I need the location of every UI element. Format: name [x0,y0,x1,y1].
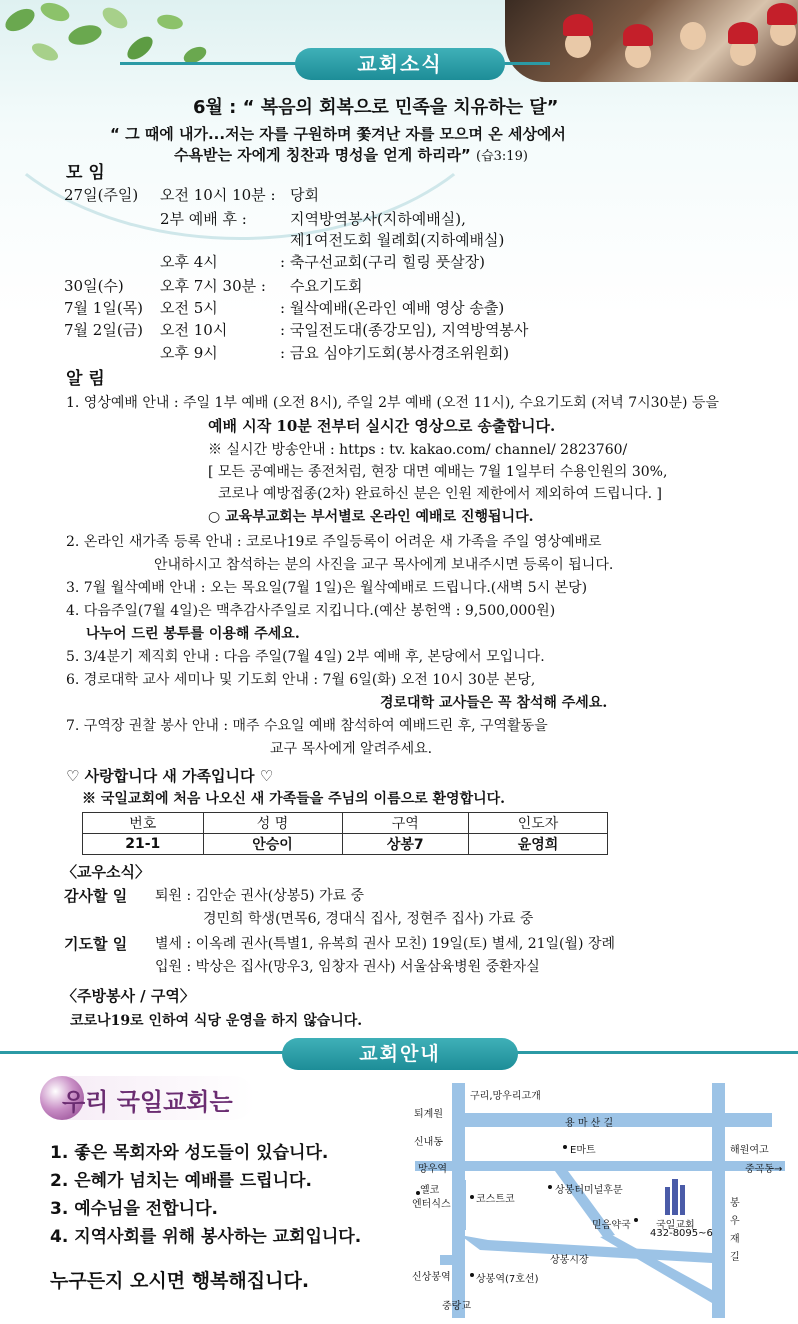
intro-title: 우리 국일교회는 [62,1088,233,1116]
church-guide-banner: 교회안내 [282,1038,518,1070]
thanks-line-2: 경민희 학생(면목6, 경대식 집사, 정현주 집사) 가료 중 [203,911,534,927]
prayer-label: 기도할 일 [64,935,128,953]
table-row: 21-1 안승이 상봉7 윤영희 [83,834,608,855]
church-news-banner: 교회소식 [295,48,505,80]
thanks-line-1: 퇴원 : 김안순 권사(상봉5) 가료 중 [155,888,365,904]
thanks-label: 감사할 일 [64,887,128,905]
leaves-decoration [0,0,230,80]
prayer-line-1: 별세 : 이옥례 권사(특별1, 유복희 권사 모친) 19일(토) 별세, 21일(월) 장례 [155,936,616,952]
prayer-line-2: 입원 : 박상은 집사(망우3, 임창자 권사) 서울삼육병원 중환자실 [155,959,540,975]
bulletin-page: 교회소식 6월 : “ 복음의 회복으로 민족을 치유하는 달” “ 그 때에 내가...저는 자를 구원하며 쫓겨난 자를 모으며 온 세상에서 수욕받는 자에게 칭찬과 명성을 얻게 하리라” (습3:19) 모 임 27일(주일) 오전 10시 10분 : 당회 2부 예배 후 : 지역방역봉사(지하예배실), 제1여전도회 월례회(지하예배실) 오후 4시 : 축구선교회(구리 힐링 풋살장) 30일(수) 오후 7시 30분 : 수요기도회 7월 1일(목) 오전 5시 : 월삭예배(온라인 예배 영상 송출) 7월 2일(금) 오전 10시 : 국일전도대(종강모임), 지역방역봉사 오후 9시 : 금요 심야기도회(봉사경조위원회) 알 림 1. 영상예배 안내 : 주일 1부 예배 (오전 8시), 주일 2부 예배 (오전 11시), 수요기도회 (저녁 7시30분) 등을 예배 시작 10분 전부터 실시간 영상으로 송출합니다. ※ 실시간 방송안내 : https : tv. kakao.com/ channel/ 2823760/ [ 모든 공예배는 종전처럼, 현장 대면 예배는 7월 1일부터 수용인원의 30%, 코로나 예방접종(2차) 완료하신 분은 인원 제한에서 제외하여 드립니다. ] ○ 교육부교회는 부서별로 온라인 예배로 진행됩니다. 2. 온라인 새가족 등록 안내 : 코로나19로 주일등록이 어려운 새 가족을 주일 영상예배로 안내하시고 참석하는 분의 사진을 교구 목사에게 보내주시면 등록이 됩니다. 3. 7월 월삭예배 안내 : 오는 목요일(7월 1일)은 월삭예배로 드립니다.(새벽 5시 본당) 4. 다음주일(7월 4일)은 맥추감사주일로 지킵니다.(예산 봉헌액 : 9,500,000원) 나누어 드린 봉투를 이용해 주세요. 5. 3/4분기 제직회 안내 : 다음 주일(7월 4일) 2부 예배 후, 본당에서 모입니다. 6. 경로대학 교사 세미나 및 기도회 안내 : 7월 6일(화) 오전 10시 30분 본당, 경로대학 교사들은 꼭 참석해 주세요. 7. 구역장 권찰 봉사 안내 : 매주 수요일 예배 참석하여 예배드린 후, 구역활동을 교구 목사에게 알려주세요. ♡ 사랑합니다 새 가족입니다 ♡ ※ 국일교회에 처음 나오신 새 가족들을 주님의 이름으로 환영합니다. 번호 성 명 구역 인도자 21-1 안승이 상봉7 윤영희 〈교우소식〉 감사할 일 퇴원 : 김안순 권사(상봉5) 가료 중 경민희 학생(면목6, 경대식 집사, 정현주 집사) 가료 중 기도할 일 별세 : 이옥례 권사(특별1, 유복희 권사 모친) 19일(토) 별세, 21일(월) 장례 입원 : 박상은 집사(망우3, 임창자 권사) 서울삼육병원 중환자실 〈주방봉사 / 구역〉 코로나19로 인하여 식당 운영을 하지 않습니다. 교회안내 우리 국일교회는 1. 좋은 목회자와 성도들이 있습니다. 2. 은혜가 넘치는 예배를 드립니다. 3. 예수님을 전합니다. 4. 지역사회를 위해 봉사하는 교회입니다. 누구든지 오시면 행복해집니다. 구리,망우리고개 퇴계원 용 마 산 길 신내동 E마트 해원여고 망우역 중곡동→ 옐코 엔터식스 코스트코 상봉터미널후문 국일교회 432-8095~6 믿음약국 봉 우 재 길 상봉시장 신상봉역 상봉역(7호선) 중랑교 [0,0,798,1324]
closing-text: 누구든지 오시면 행복해집니다. [50,1270,310,1292]
meetings-heading: 모 임 [66,163,105,183]
table-header-row: 번호 성 명 구역 인도자 [83,813,608,834]
new-family-table [82,812,608,855]
intro-item-4: 4. 지역사회를 위해 봉사하는 교회입니다. [50,1227,362,1247]
choir-photo [505,0,798,82]
notices-heading: 알 림 [66,369,105,389]
kitchen-heading: 〈주방봉사 / 구역〉 [62,987,195,1005]
intro-item-2: 2. 은혜가 넘치는 예배를 드립니다. [50,1171,312,1191]
members-heading: 〈교우소식〉 [62,863,150,881]
intro-item-1: 1. 좋은 목회자와 성도들이 있습니다. [50,1143,329,1163]
month-quote-line-1: “ 그 때에 내가...저는 자를 구원하며 쫓겨난 자를 모으며 온 세상에서 [110,125,566,143]
month-title: 6월 : “ 복음의 회복으로 민족을 치유하는 달” [193,97,559,118]
location-map: 구리,망우리고개 퇴계원 용 마 산 길 신내동 E마트 해원여고 망우역 중곡동→ 옐코 엔터식스 코스트코 상봉터미널후문 국일교회 432-8095~6 믿음약국 봉 우 재 길 상봉시장 신상봉역 상봉역(7호선) 중랑교 [400,1075,798,1324]
welcome-note: ※ 국일교회에 처음 나오신 새 가족들을 주님의 이름으로 환영합니다. [82,791,506,807]
month-quote-line-2: 수욕받는 자에게 칭찬과 명성을 얻게 하리라” (습3:19) [174,146,528,164]
intro-item-3: 3. 예수님을 전합니다. [50,1199,218,1219]
kitchen-text: 코로나19로 인하여 식당 운영을 하지 않습니다. [70,1013,363,1029]
welcome-heading: ♡ 사랑합니다 새 가족입니다 ♡ [66,767,274,785]
